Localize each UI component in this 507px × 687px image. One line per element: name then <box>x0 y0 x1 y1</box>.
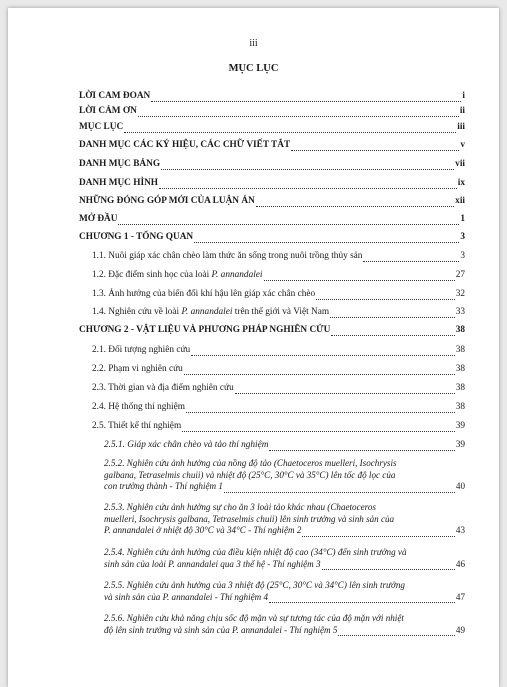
toc-entry[interactable] <box>79 214 465 225</box>
leader-dots <box>291 142 459 151</box>
leader-dots <box>151 93 461 102</box>
leader-dots <box>159 180 457 189</box>
toc-entry-page: 1 <box>460 214 465 224</box>
toc-section[interactable] <box>92 421 465 432</box>
toc-entry-page: 47 <box>455 591 465 602</box>
toc-subsection[interactable] <box>104 613 465 636</box>
page-number: iii <box>249 38 258 49</box>
toc-entry-text: NHỮNG ĐÓNG GÓP MỚI CỦA LUẬN ÁN <box>79 196 255 206</box>
leader-dots <box>191 347 455 356</box>
leader-dots <box>302 528 455 537</box>
toc-section[interactable] <box>92 402 465 413</box>
toc-entry[interactable] <box>79 122 465 133</box>
toc-entry-text: 2.5.5. Nghiên cứu ảnh hưởng của 3 nhiệt độ (25°C, 30°C và 34°C) lên sinh trưởng <box>104 580 405 590</box>
toc-entry-page: 43 <box>455 525 465 535</box>
toc-entry-text: 1.3. Ảnh hưởng của biến đổi khí hậu lên giáp xác chân chèo <box>92 289 316 299</box>
leader-dots <box>138 108 459 117</box>
toc-entry-text: 2.1. Đối tượng nghiên cứu <box>92 345 191 355</box>
toc-subsection[interactable] <box>104 502 465 537</box>
toc-entry-text: 1.4. Nghiên cứu về loài P. annandalei trên thế giới và Việt Nam <box>92 307 330 317</box>
leader-dots <box>269 442 454 451</box>
toc-entry-page: 33 <box>455 307 465 317</box>
toc-entry-page: ii <box>459 106 465 116</box>
toc-subsection[interactable] <box>104 580 465 603</box>
toc-entry-text: 2.5.4. Nghiên cứu ảnh hưởng của điều kiện nhiệt độ cao (34°C) đến sinh trưởng và <box>104 547 407 557</box>
toc-entry-text: CHƯƠNG 1 - TỔNG QUAN <box>79 232 194 242</box>
toc-entry-text: CHƯƠNG 2 - VẬT LIỆU VÀ PHƯƠNG PHÁP NGHIÊN CỨU <box>79 325 331 335</box>
toc-entry-page: 3 <box>460 251 465 261</box>
toc-section[interactable] <box>92 345 465 356</box>
toc-entry-page: 39 <box>455 440 465 450</box>
toc-entry-text: 2.5.1. Giáp xác chân chèo và tảo thí nghiệm <box>104 440 269 450</box>
toc-entry[interactable] <box>79 196 465 207</box>
toc-entry-text: 2.2. Phạm vi nghiên cứu <box>92 364 183 374</box>
toc-entry-page: 32 <box>455 289 465 299</box>
toc-entry-page: 38 <box>455 345 465 355</box>
toc-entry-page: ix <box>457 178 465 188</box>
toc-chapter-1[interactable] <box>79 232 465 243</box>
leader-dots <box>316 291 455 300</box>
toc-entry-page: 46 <box>455 558 465 569</box>
leader-dots <box>331 327 454 336</box>
toc-entry-text: LỜI CAM ĐOAN <box>79 91 151 101</box>
toc-entry-text: 2.5.2. Nghiên cứu ảnh hưởng của nồng độ tảo (Chaetoceros muelleri, Isochrysis <box>104 458 397 468</box>
toc-section[interactable] <box>92 364 465 375</box>
toc-title: MỤC LỤC <box>228 63 279 74</box>
leader-dots <box>194 234 459 243</box>
leader-dots <box>118 216 459 225</box>
toc-entry[interactable] <box>79 140 465 151</box>
toc-entry-page: i <box>462 91 465 101</box>
toc-entry-page: 39 <box>455 421 465 431</box>
toc-entry-text: MỤC LỤC <box>79 122 124 132</box>
leader-dots <box>338 627 454 636</box>
toc-entry-text: 2.4. Hệ thống thí nghiệm <box>92 402 185 412</box>
toc-entry-page: 38 <box>455 383 465 393</box>
toc-entry-page: iii <box>457 122 465 132</box>
toc-entry-text: DANH MỤC HÌNH <box>79 178 159 188</box>
toc-entry-page: 49 <box>455 624 465 635</box>
toc-entry[interactable] <box>79 91 465 102</box>
toc-entry-text: muelleri, Isochrysis galbana, Tetraselmis chuii) lên sinh trưởng và sinh sản của <box>104 513 395 524</box>
toc-subsection[interactable] <box>104 440 465 451</box>
toc-entry-text: 2.5.3. Nghiên cứu ảnh hưởng sự cho ăn 3 loài tảo khác nhau (Chaetoceros <box>104 502 376 512</box>
toc-entry-page: 40 <box>455 481 465 491</box>
toc-entry-page: 38 <box>455 325 465 335</box>
leader-dots <box>235 385 455 394</box>
document-page <box>8 8 499 687</box>
leader-dots <box>256 198 454 207</box>
toc-entry-page: 27 <box>455 270 465 280</box>
leader-dots <box>363 253 459 262</box>
leader-dots <box>182 423 455 432</box>
leader-dots <box>264 272 455 281</box>
leader-dots <box>224 484 455 493</box>
toc-entry-text: 2.5.6. Nghiên cứu khả năng chịu sốc độ mặn và sự tương tác của độ mặn với nhiệt <box>104 613 404 623</box>
toc-section[interactable] <box>92 307 465 318</box>
leader-dots <box>330 309 455 318</box>
toc-entry-page: vii <box>455 159 465 169</box>
toc-entry-page: 3 <box>460 232 465 242</box>
toc-entry-page: xii <box>455 196 465 206</box>
toc-entry[interactable] <box>79 178 465 189</box>
toc-entry-text: P. annandalei ở nhiệt độ 30°C và 34°C - Thí nghiệm 2 <box>104 525 302 535</box>
toc-entry-text: DANH MỤC CÁC KÝ HIỆU, CÁC CHỮ VIẾT TẮT <box>79 140 291 150</box>
table-of-contents <box>8 8 499 687</box>
toc-section[interactable] <box>92 251 465 262</box>
leader-dots <box>269 594 455 603</box>
toc-subsection[interactable] <box>104 458 465 493</box>
leader-dots <box>186 404 455 413</box>
toc-chapter-2[interactable] <box>79 325 465 336</box>
toc-entry-text: 1.1. Nuôi giáp xác chân chèo làm thức ăn sống trong nuôi trồng thủy sản <box>92 251 363 261</box>
toc-entry[interactable] <box>79 159 465 170</box>
toc-entry-text: 2.5. Thiết kế thí nghiệm <box>92 421 182 431</box>
leader-dots <box>124 124 456 133</box>
leader-dots <box>161 161 454 170</box>
toc-entry-text: LỜI CẢM ƠN <box>79 106 137 116</box>
toc-entry-text: và sinh sản của P. annandalei - Thí nghiệm 4 <box>104 591 269 602</box>
toc-entry-text: con trưởng thành - Thí nghiệm 1 <box>104 481 223 491</box>
toc-entry-text: MỞ ĐẦU <box>79 214 118 224</box>
toc-section[interactable] <box>92 383 465 394</box>
toc-entry-text: 1.2. Đặc điểm sinh học của loài P. annandalei <box>92 270 263 280</box>
toc-entry-page: v <box>460 140 465 150</box>
leader-dots <box>184 366 455 375</box>
toc-entry-text: độ lên sinh trưởng và sinh sản của P. annandalei - Thí nghiệm 5 <box>104 624 338 635</box>
toc-section[interactable] <box>92 270 465 281</box>
toc-entry-text: DANH MỤC BẢNG <box>79 159 161 169</box>
toc-subsection[interactable] <box>104 547 465 570</box>
toc-entry-page: 38 <box>455 364 465 374</box>
toc-section[interactable] <box>92 289 465 300</box>
toc-entry-text: sinh sản của loài P. annandalei qua 3 thế hệ - Thí nghiệm 3 <box>104 558 321 569</box>
toc-entry[interactable] <box>79 106 465 117</box>
toc-entry-text: 2.3. Thời gian và địa điểm nghiên cứu <box>92 383 234 393</box>
leader-dots <box>322 561 455 570</box>
toc-entry-page: 38 <box>455 402 465 412</box>
toc-entry-text: galbana, Tetraselmis chuii) và nhiệt độ (25°C, 30°C và 35°C) lên tốc độ lọc của <box>104 469 396 480</box>
